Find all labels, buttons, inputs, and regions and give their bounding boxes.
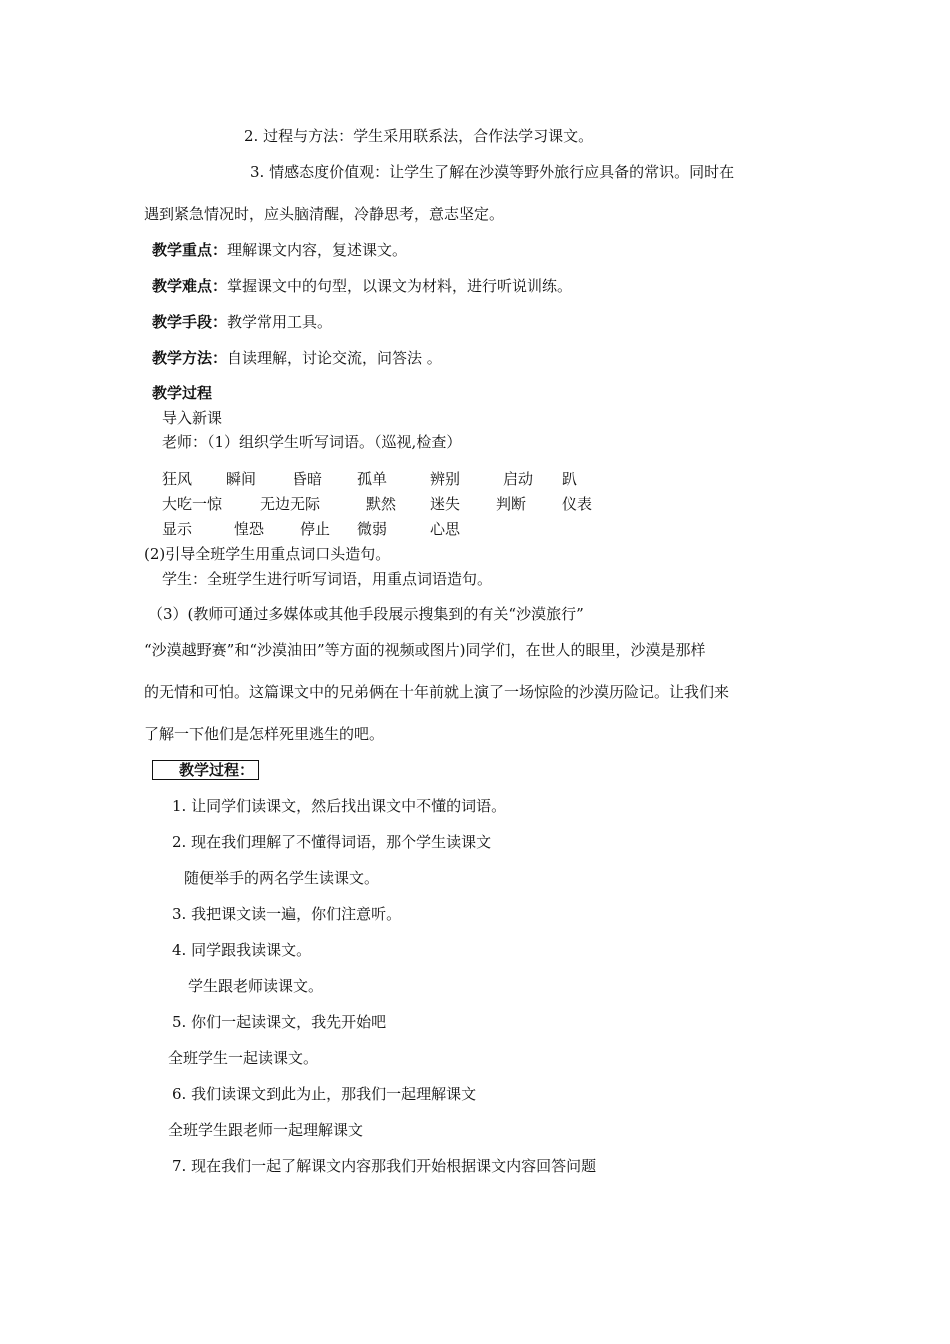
step-2: (2)引导全班学生用重点词口头造句。 <box>144 545 391 563</box>
step-item-3: 3. 我把课文读一遍，你们注意听。 <box>172 905 402 923</box>
process-heading: 教学过程 <box>152 384 213 402</box>
vocab-word: 迷失 <box>430 495 461 513</box>
intro: 导入新课 <box>162 409 223 427</box>
student-line: 学生：全班学生进行听写词语，用重点词语造句。 <box>162 570 493 588</box>
step-3-line1: （3）(教师可通过多媒体或其他手段展示搜集到的有关“沙漠旅行” <box>148 605 584 623</box>
vocab-word: 趴 <box>562 470 578 488</box>
step-item-1: 1. 让同学们读课文，然后找出课文中不懂的词语。 <box>172 797 507 815</box>
key-point <box>152 240 407 260</box>
vocab-word: 显示 <box>162 520 193 538</box>
means-label: 教学手段： <box>152 313 228 331</box>
vocab-word: 辨别 <box>430 470 461 488</box>
vocab-word: 心思 <box>430 520 461 538</box>
means <box>152 312 332 332</box>
objective-2: 2. 过程与方法：学生采用联系法，合作法学习课文。 <box>244 127 594 145</box>
difficulty-text: 掌握课文中的句型，以课文为材料，进行听说训练。 <box>227 277 573 295</box>
step-item-7: 7. 现在我们一起了解课文内容那我们开始根据课文内容回答问题 <box>172 1157 597 1175</box>
step-3-line3: 的无情和可怕。这篇课文中的兄弟俩在十年前就上演了一场惊险的沙漠历险记。让我们来 <box>144 683 730 701</box>
step-item-6-note: 全班学生跟老师一起理解课文 <box>168 1121 364 1139</box>
key-point-text: 理解课文内容，复述课文。 <box>227 241 408 259</box>
vocab-word: 瞬间 <box>226 470 257 488</box>
objective-3-line2: 遇到紧急情况时，应头脑清醒，冷静思考，意志坚定。 <box>144 205 505 223</box>
step-item-4: 4. 同学跟我读课文。 <box>172 941 312 959</box>
vocab-word: 无边无际 <box>260 495 321 513</box>
step-item-5: 5. 你们一起读课文，我先开始吧 <box>172 1013 387 1031</box>
methods-label: 教学方法： <box>152 349 228 367</box>
vocab-word: 启动 <box>503 470 534 488</box>
vocab-word: 狂风 <box>162 470 193 488</box>
vocab-word: 微弱 <box>357 520 388 538</box>
process-boxed-wrapper <box>152 760 259 780</box>
step-item-2: 2. 现在我们理解了不懂得词语，那个学生读课文 <box>172 833 492 851</box>
vocab-word: 仪表 <box>562 495 593 513</box>
difficulty-label: 教学难点： <box>152 277 228 295</box>
vocab-word: 孤单 <box>357 470 388 488</box>
step-item-2-note: 随便举手的两名学生读课文。 <box>184 869 380 887</box>
step-3-line4: 了解一下他们是怎样死里逃生的吧。 <box>144 725 385 743</box>
step-3-line2: “沙漠越野赛”和“沙漠油田”等方面的视频或图片)同学们，在世人的眼里，沙漠是那样 <box>144 641 706 659</box>
key-point-label: 教学重点： <box>152 241 228 259</box>
objective-3-line1: 3. 情感态度价值观：让学生了解在沙漠等野外旅行应具备的常识。同时在 <box>250 163 735 181</box>
vocab-word: 判断 <box>496 495 527 513</box>
vocab-word: 昏暗 <box>292 470 323 488</box>
step-item-5-note: 全班学生一起读课文。 <box>168 1049 319 1067</box>
teacher-step-1: 老师：（1）组织学生听写词语。（巡视,检查） <box>162 433 462 451</box>
step-item-6: 6. 我们读课文到此为止，那我们一起理解课文 <box>172 1085 477 1103</box>
means-text: 教学常用工具。 <box>227 313 333 331</box>
vocab-word: 惶恐 <box>234 520 265 538</box>
vocab-word: 停止 <box>300 520 331 538</box>
vocab-word: 默然 <box>366 495 397 513</box>
vocab-word: 大吃一惊 <box>162 495 223 513</box>
process-boxed-heading: 教学过程： <box>152 760 259 780</box>
step-item-4-note: 学生跟老师读课文。 <box>188 977 324 995</box>
difficulty <box>152 276 572 296</box>
methods-text: 自读理解，讨论交流，问答法 。 <box>227 349 442 367</box>
methods <box>152 348 442 368</box>
